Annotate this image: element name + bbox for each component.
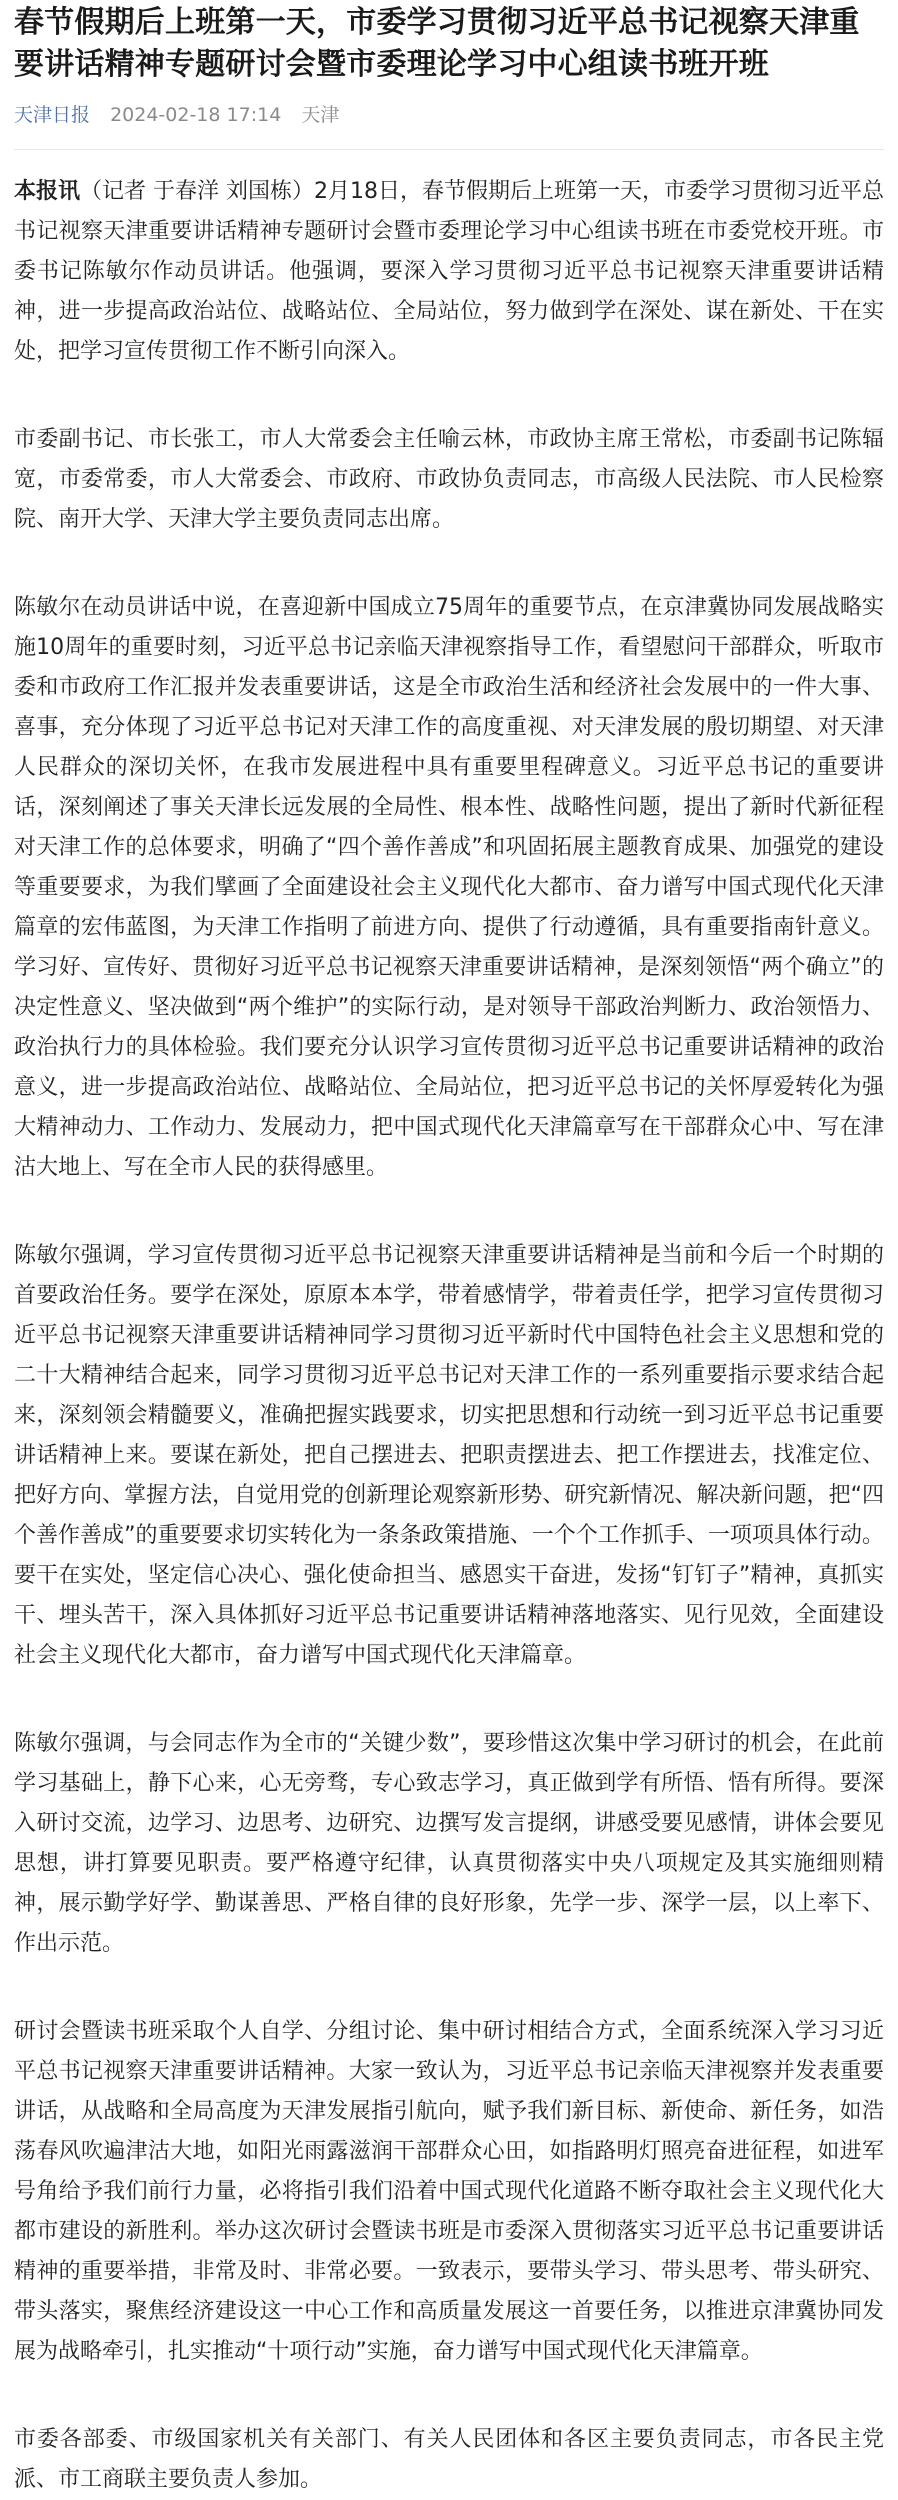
publish-location: 天津	[301, 104, 340, 126]
lead-label: 本报讯	[14, 179, 81, 204]
paragraph-6: 研讨会暨读书班采取个人自学、分组讨论、集中研讨相结合方式，全面系统深入学习习近平总书记视察天津重要讲话精神。大家一致认为，习近平总书记亲临天津视察并发表重要讲话，从战略和全局高度为天津发展指引航向，赋予我们新目标、新使命、新任务，如浩荡春风吹遍津沽大地，如阳光雨露滋润干部群众心田，如指路明灯照亮奋进征程，如进军号角给予我们前行力量，必将指引我们沿着中国式现代化道路不断夺取社会主义现代化大都市建设的新胜利。举办这次研讨会暨读书班是市委深入贯彻落实习近平总书记重要讲话精神的重要举措，非常及时、非常必要。一致表示，要带头学习、带头思考、带头研究、带头落实，聚焦经济建设这一中心工作和高质量发展这一首要任务，以推进京津冀协同发展为战略牵引，扎实推动“十项行动”实施，奋力谱写中国式现代化天津篇章。	[14, 2019, 884, 2364]
paragraph-1-text: （记者 于春洋 刘国栋）2月18日，春节假期后上班第一天，市委学习贯彻习近平总书记视察天津重要讲话精神专题研讨会暨市委理论学习中心组读书班在市委党校开班。市委书记陈敏尔作动员讲话。他强调，要深入学习贯彻习近平总书记视察天津重要讲话精神，进一步提高政治站位、战略站位、全局站位，努力做到学在深处、谋在新处、干在实处，把学习宣传贯彻工作不断引向深入。	[14, 179, 884, 364]
paragraph-3: 陈敏尔在动员讲话中说，在喜迎新中国成立75周年的重要节点，在京津冀协同发展战略实施10周年的重要时刻，习近平总书记亲临天津视察指导工作，看望慰问干部群众，听取市委和市政府工作汇报并发表重要讲话，这是全市政治生活和经济社会发展中的一件大事、喜事，充分体现了习近平总书记对天津工作的高度重视、对天津发展的殷切期望、对天津人民群众的深切关怀，在我市发展进程中具有重要里程碑意义。习近平总书记的重要讲话，深刻阐述了事关天津长远发展的全局性、根本性、战略性问题，提出了新时代新征程对天津工作的总体要求，明确了“四个善作善成”和巩固拓展主题教育成果、加强党的建设等重要要求，为我们擘画了全面建设社会主义现代化大都市、奋力谱写中国式现代化天津篇章的宏伟蓝图，为天津工作指明了前进方向、提供了行动遵循，具有重要指南针意义。学习好、宣传好、贯彻好习近平总书记视察天津重要讲话精神，是深刻领悟“两个确立”的决定性意义、坚决做到“两个维护”的实际行动，是对领导干部政治判断力、政治领悟力、政治执行力的具体检验。我们要充分认识学习宣传贯彻习近平总书记重要讲话精神的政治意义，进一步提高政治站位、战略站位、全局站位，把习近平总书记的关怀厚爱转化为强大精神动力、工作动力、发展动力，把中国式现代化天津篇章写在干部群众心中、写在津沽大地上、写在全市人民的获得感里。	[14, 595, 884, 1180]
paragraph-2: 市委副书记、市长张工，市人大常委会主任喻云林，市政协主席王常松，市委副书记陈辐宽，市委常委，市人大常委会、市政府、市政协负责同志，市高级人民法院、市人民检察院、南开大学、天津大学主要负责同志出席。	[14, 427, 884, 532]
header-divider	[14, 149, 884, 150]
paragraph-4: 陈敏尔强调，学习宣传贯彻习近平总书记视察天津重要讲话精神是当前和今后一个时期的首要政治任务。要学在深处，原原本本学，带着感情学，带着责任学，把学习宣传贯彻习近平总书记视察天津重要讲话精神同学习贯彻习近平新时代中国特色社会主义思想和党的二十大精神结合起来，同学习贯彻习近平总书记对天津工作的一系列重要指示要求结合起来，深刻领会精髓要义，准确把握实践要求，切实把思想和行动统一到习近平总书记重要讲话精神上来。要谋在新处，把自己摆进去、把职责摆进去、把工作摆进去，找准定位、把好方向、掌握方法，自觉用党的创新理论观察新形势、研究新情况、解决新问题，把“四个善作善成”的重要要求切实转化为一条条政策措施、一个个工作抓手、一项项具体行动。要干在实处，坚定信心决心、强化使命担当、感恩实干奋进，发扬“钉钉子”精神，真抓实干、埋头苦干，深入具体抓好习近平总书记重要讲话精神落地落实、见行见效，全面建设社会主义现代化大都市，奋力谱写中国式现代化天津篇章。	[14, 1243, 884, 1668]
paragraph-5: 陈敏尔强调，与会同志作为全市的“关键少数”，要珍惜这次集中学习研讨的机会，在此前学习基础上，静下心来，心无旁骛，专心致志学习，真正做到学有所悟、悟有所得。要深入研讨交流，边学习、边思考、边研究、边撰写发言提纲，讲感受要见感情，讲体会要见思想，讲打算要见职责。要严格遵守纪律，认真贯彻落实中央八项规定及其实施细则精神，展示勤学好学、勤谋善思、严格自律的良好形象，先学一步、深学一层，以上率下、作出示范。	[14, 1731, 884, 1956]
source-link[interactable]: 天津日报	[14, 104, 91, 126]
paragraph-1	[14, 172, 884, 372]
paragraph-7: 市委各部委、市级国家机关有关部门、有关人民团体和各区主要负责同志，市各民主党派、市工商联主要负责人参加。	[14, 2427, 884, 2492]
article-meta	[14, 101, 884, 129]
article-title: 春节假期后上班第一天，市委学习贯彻习近平总书记视察天津重要讲话精神专题研讨会暨市委理论学习中心组读书班开班	[14, 5, 860, 82]
publish-datetime: 2024-02-18 17:14	[110, 104, 282, 126]
article-body	[14, 172, 884, 2500]
